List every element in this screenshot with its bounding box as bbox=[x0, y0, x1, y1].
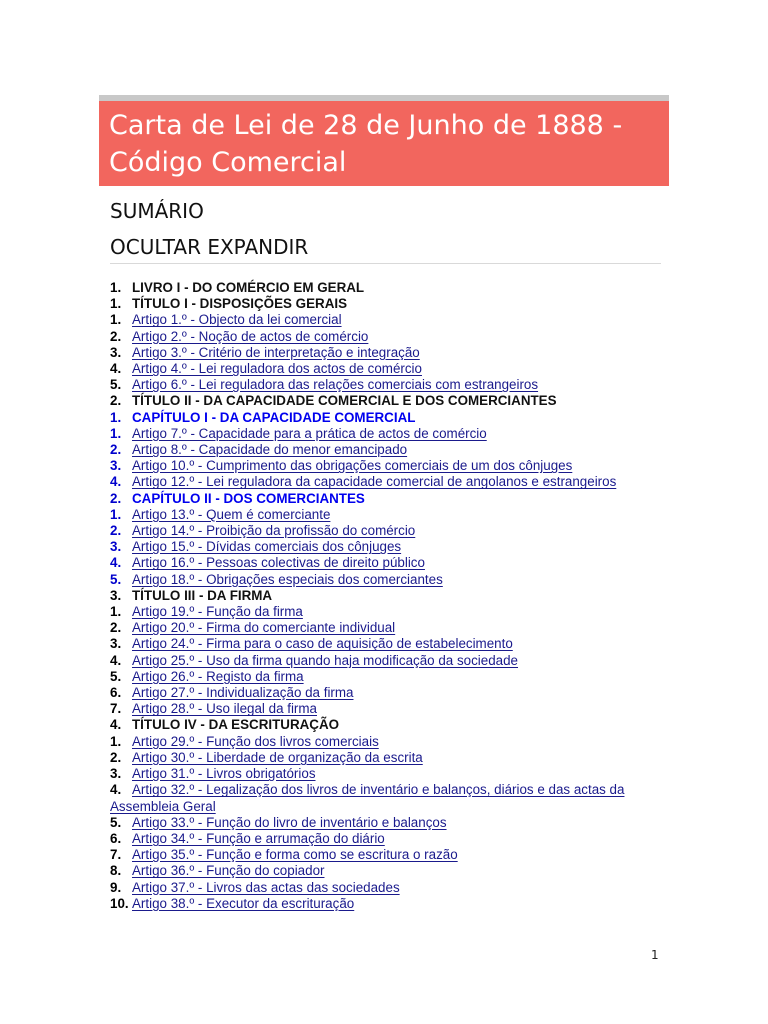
toc-row bbox=[110, 604, 670, 620]
toc-row bbox=[110, 442, 670, 458]
toc-article-link[interactable]: Artigo 19.º - Função da firma bbox=[132, 604, 303, 620]
toc-item-number: 5. bbox=[110, 814, 122, 830]
toc-item-number: 4. bbox=[110, 555, 122, 571]
toc-row bbox=[110, 426, 670, 442]
toc-row bbox=[110, 620, 670, 636]
toc-item-number: 1. bbox=[110, 312, 122, 328]
toc-article-link[interactable]: Artigo 32.º - Legalização dos livros de inventário e balanços, diários e das actas da Assembleia Geral bbox=[110, 782, 625, 814]
toc-row bbox=[110, 393, 670, 409]
toc-section-heading: CAPÍTULO II - DOS COMERCIANTES bbox=[132, 490, 365, 506]
toc-item-number: 2. bbox=[110, 523, 122, 539]
toc-article-link[interactable]: Artigo 3.º - Critério de interpretação e integração bbox=[132, 344, 420, 360]
toc-row bbox=[110, 669, 670, 685]
toc-section-heading: LIVRO I - DO COMÉRCIO EM GERAL bbox=[132, 280, 365, 295]
toc-item-number: 1. bbox=[110, 409, 122, 425]
toc-section-heading: TÍTULO I - DISPOSIÇÕES GERAIS bbox=[132, 296, 348, 312]
toc-row bbox=[110, 685, 670, 701]
toc-row bbox=[110, 863, 670, 879]
document-title-line-1: Carta de Lei de 28 de Junho de 1888 - bbox=[109, 110, 623, 141]
toc-article-link[interactable]: Artigo 20.º - Firma do comerciante individual bbox=[132, 620, 396, 636]
toc-article-link[interactable]: Artigo 18.º - Obrigações especiais dos comerciantes bbox=[132, 571, 443, 587]
toc-row bbox=[110, 572, 670, 588]
toc-item-number: 3. bbox=[110, 636, 122, 652]
toc-item-number: 1. bbox=[110, 733, 122, 749]
toc-article-link[interactable]: Artigo 13.º - Quem é comerciante bbox=[132, 506, 331, 522]
toc-row bbox=[110, 880, 670, 896]
toc-row bbox=[110, 361, 670, 377]
toc-item-number: 3. bbox=[110, 539, 122, 555]
title-banner bbox=[99, 101, 669, 186]
toc-article-link[interactable]: Artigo 4.º - Lei reguladora dos actos de comércio bbox=[132, 361, 422, 377]
toc-row bbox=[110, 734, 670, 750]
collapse-expand-toggle[interactable]: OCULTAR EXPANDIR bbox=[110, 235, 309, 259]
toc-row bbox=[110, 491, 670, 507]
toc-item-number: 1. bbox=[110, 280, 122, 295]
toc-row bbox=[110, 701, 670, 717]
toc-article-link[interactable]: Artigo 12.º - Lei reguladora da capacidade comercial de angolanos e estrangeiros bbox=[132, 474, 617, 490]
toc-item-number: 2. bbox=[110, 749, 122, 765]
toc-item-number: 1. bbox=[110, 425, 122, 441]
document-title-line-2: Código Comercial bbox=[109, 147, 347, 178]
toc-row bbox=[110, 717, 670, 733]
toc-item-number: 1. bbox=[110, 604, 122, 620]
toc-item-number: 6. bbox=[110, 830, 122, 846]
toc-item-number: 4. bbox=[110, 361, 122, 377]
toc-article-link[interactable]: Artigo 37.º - Livros das actas das sociedades bbox=[132, 879, 400, 895]
toc-item-number: 3. bbox=[110, 344, 122, 360]
toc-article-link[interactable]: Artigo 16.º - Pessoas colectivas de direito público bbox=[132, 555, 425, 571]
toc-article-link[interactable]: Artigo 24.º - Firma para o caso de aquisição de estabelecimento bbox=[132, 636, 513, 652]
toc-item-number: 7. bbox=[110, 701, 122, 717]
summary-heading: SUMÁRIO bbox=[110, 199, 204, 223]
toc-row bbox=[110, 296, 670, 312]
toc-item-number: 3. bbox=[110, 458, 122, 474]
toc-row bbox=[110, 377, 670, 393]
toc-row bbox=[110, 766, 670, 782]
toc-row bbox=[110, 539, 670, 555]
toc-row bbox=[110, 636, 670, 652]
toc-row bbox=[110, 280, 670, 296]
toc-section-heading: TÍTULO IV - DA ESCRITURAÇÃO bbox=[132, 717, 340, 733]
page-number: 1 bbox=[651, 948, 659, 962]
toc-row bbox=[110, 750, 670, 766]
toc-row bbox=[110, 345, 670, 361]
toc-item-number: 2. bbox=[110, 328, 122, 344]
toc-item-number: 4. bbox=[110, 782, 122, 798]
toc-article-link[interactable]: Artigo 10.º - Cumprimento das obrigações comerciais de um dos cônjuges bbox=[132, 458, 573, 474]
toc-section-heading: TÍTULO II - DA CAPACIDADE COMERCIAL E DOS COMERCIANTES bbox=[132, 393, 557, 409]
toc-article-link[interactable]: Artigo 14.º - Proibição da profissão do comércio bbox=[132, 523, 416, 539]
toc-item-number: 6. bbox=[110, 685, 122, 701]
toc-item-number: 9. bbox=[110, 879, 122, 895]
toc-article-link[interactable]: Artigo 35.º - Função e forma como se escritura o razão bbox=[132, 847, 458, 863]
toc-row bbox=[110, 815, 670, 831]
toc-section-heading: CAPÍTULO I - DA CAPACIDADE COMERCIAL bbox=[132, 409, 416, 425]
toc-item-number: 4. bbox=[110, 474, 122, 490]
toc-article-link[interactable]: Artigo 15.º - Dívidas comerciais dos cônjuges bbox=[132, 539, 402, 555]
toc-item-number: 4. bbox=[110, 652, 122, 668]
toc-row bbox=[110, 329, 670, 345]
toc-item-number: 1. bbox=[110, 296, 122, 312]
toc-article-link[interactable]: Artigo 28.º - Uso ilegal da firma bbox=[132, 701, 317, 717]
toc-row bbox=[110, 507, 670, 523]
toc-row bbox=[110, 782, 670, 814]
toc-row bbox=[110, 653, 670, 669]
toc-article-link[interactable]: Artigo 25.º - Uso da firma quando haja modificação da sociedade bbox=[132, 652, 519, 668]
toc-section-heading: TÍTULO III - DA FIRMA bbox=[132, 587, 273, 603]
toc-item-number: 2. bbox=[110, 442, 122, 458]
section-divider bbox=[110, 263, 661, 264]
toc-row bbox=[110, 523, 670, 539]
toc-row bbox=[110, 474, 670, 490]
toc-item-number: 7. bbox=[110, 847, 122, 863]
toc-article-link[interactable]: Artigo 31.º - Livros obrigatórios bbox=[132, 766, 316, 782]
toc-item-number: 8. bbox=[110, 863, 122, 879]
toc-row bbox=[110, 410, 670, 426]
toc-row bbox=[110, 312, 670, 328]
toc-item-number: 2. bbox=[110, 490, 122, 506]
toc-item-number: 10. bbox=[110, 895, 129, 911]
toc-item-number: 5. bbox=[110, 377, 122, 393]
toc-row bbox=[110, 831, 670, 847]
toc-item-number: 4. bbox=[110, 717, 122, 733]
toc-item-number: 1. bbox=[110, 506, 122, 522]
toc-row bbox=[110, 555, 670, 571]
toc-article-link[interactable]: Artigo 7.º - Capacidade para a prática de actos de comércio bbox=[132, 425, 487, 441]
toc-article-link[interactable]: Artigo 34.º - Função e arrumação do diário bbox=[132, 830, 385, 846]
toc-article-link[interactable]: Artigo 27.º - Individualização da firma bbox=[132, 685, 354, 701]
toc-article-link[interactable]: Artigo 1.º - Objecto da lei comercial bbox=[132, 312, 342, 328]
toc-row bbox=[110, 847, 670, 863]
toc-row bbox=[110, 588, 670, 604]
toc-item-number: 2. bbox=[110, 393, 122, 409]
toc-row bbox=[110, 896, 670, 912]
toc-article-link[interactable]: Artigo 2.º - Noção de actos de comércio bbox=[132, 328, 369, 344]
toc-item-number: 3. bbox=[110, 587, 122, 603]
toc-article-link[interactable]: Artigo 38.º - Executor da escrituração bbox=[132, 895, 355, 911]
toc-article-link[interactable]: Artigo 30.º - Liberdade de organização da escrita bbox=[132, 749, 423, 765]
toc-item-number: 3. bbox=[110, 766, 122, 782]
toc-article-link[interactable]: Artigo 33.º - Função do livro de inventário e balanços bbox=[132, 814, 447, 830]
toc-row bbox=[110, 458, 670, 474]
toc-article-link[interactable]: Artigo 6.º - Lei reguladora das relações comerciais com estrangeiros bbox=[132, 377, 539, 393]
toc-article-link[interactable]: Artigo 29.º - Função dos livros comerciais bbox=[132, 733, 379, 749]
toc-item-number: 5. bbox=[110, 668, 122, 684]
toc-article-link[interactable]: Artigo 8.º - Capacidade do menor emancipado bbox=[132, 442, 408, 458]
toc-item-number: 5. bbox=[110, 571, 122, 587]
toc-article-link[interactable]: Artigo 36.º - Função do copiador bbox=[132, 863, 325, 879]
toc-item-number: 2. bbox=[110, 620, 122, 636]
toc-article-link[interactable]: Artigo 26.º - Registo da firma bbox=[132, 668, 304, 684]
table-of-contents bbox=[110, 280, 670, 912]
